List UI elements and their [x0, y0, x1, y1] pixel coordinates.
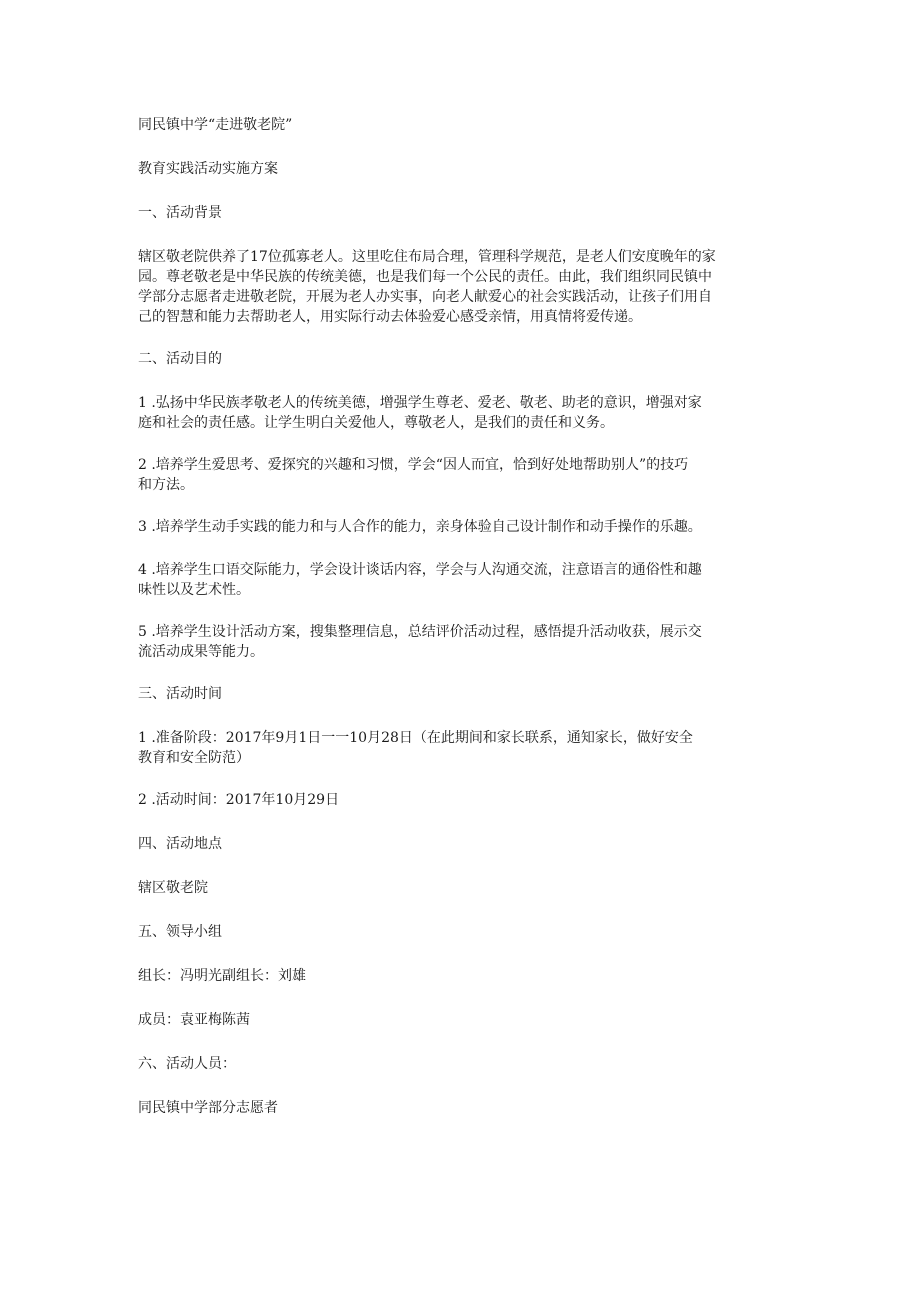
time-item-2 — [138, 790, 783, 810]
goal-line: 4 .培养学生口语交际能力，学会设计谈话内容，学会与人沟通交流，注意语言的通俗性和趣 — [138, 562, 702, 578]
goal-line: 2 .培养学生爱思考、爱探究的兴趣和习惯，学会“因人而宜，恰到好处地帮助别人”的技巧 — [138, 457, 689, 473]
goal-line: 庭和社会的责任感。让学生明白关爱他人，尊敬老人，是我们的责任和义务。 — [138, 415, 614, 431]
time-line: 1 .准备阶段：2017年9月1日一一10月28日（在此期间和家长联系，通知家长，做好安全 — [138, 730, 693, 746]
goals-heading: 二、活动目的 — [138, 351, 222, 367]
time-line: 教育和安全防范） — [138, 750, 250, 766]
goal-line: 1 .弘扬中华民族孝敬老人的传统美德，增强学生尊老、爱老、敬老、助老的意识，增强对家 — [138, 395, 702, 411]
place-text: 辖区敬老院 — [138, 880, 208, 896]
leaders-text: 组长：冯明光副组长：刘雄 — [138, 968, 306, 984]
time-heading: 三、活动时间 — [138, 686, 222, 702]
time-item-1 — [138, 728, 783, 768]
leaders-heading: 五、领导小组 — [138, 924, 222, 940]
background-line: 园。尊老敬老是中华民族的传统美德，也是我们每一个公民的责任。由此，我们组织同民镇中 — [138, 269, 712, 285]
goal-item-1 — [138, 393, 783, 433]
document-title-line-1: 同民镇中学“走进敬老院” — [138, 117, 293, 133]
members-text: 成员：袁亚梅陈茜 — [138, 1012, 250, 1028]
goal-line: 味性以及艺术性。 — [138, 582, 250, 598]
goal-item-2 — [138, 455, 783, 495]
goal-line: 流活动成果等能力。 — [138, 644, 264, 660]
document-title-line-2: 教育实践活动实施方案 — [138, 161, 278, 177]
goal-item-3 — [138, 517, 783, 537]
goal-line: 5 .培养学生设计活动方案，搜集整理信息，总结评价活动过程，感悟提升活动收获，展示交 — [138, 624, 702, 640]
document-body — [138, 115, 783, 1118]
background-line: 己的智慧和能力去帮助老人，用实际行动去体验爱心感受亲情，用真情将爱传递。 — [138, 309, 642, 325]
goal-line: 3 .培养学生动手实践的能力和与人合作的能力，亲身体验自己设计制作和动手操作的乐趣。 — [138, 519, 702, 535]
time-line: 2 .活动时间：2017年10月29日 — [138, 792, 340, 808]
goal-item-4 — [138, 560, 783, 600]
goal-item-5 — [138, 622, 783, 662]
participants-text: 同民镇中学部分志愿者 — [138, 1100, 278, 1116]
background-line: 学部分志愿者走进敬老院，开展为老人办实事，向老人献爱心的社会实践活动，让孩子们用自 — [138, 289, 712, 305]
background-paragraph — [138, 247, 783, 327]
place-heading: 四、活动地点 — [138, 836, 222, 852]
background-heading: 一、活动背景 — [138, 205, 222, 221]
goal-line: 和方法。 — [138, 477, 194, 493]
background-line: 辖区敬老院供养了17位孤寡老人。这里吃住布局合理，管理科学规范，是老人们安度晚年的家 — [138, 249, 716, 265]
participants-heading: 六、活动人员： — [138, 1056, 236, 1072]
